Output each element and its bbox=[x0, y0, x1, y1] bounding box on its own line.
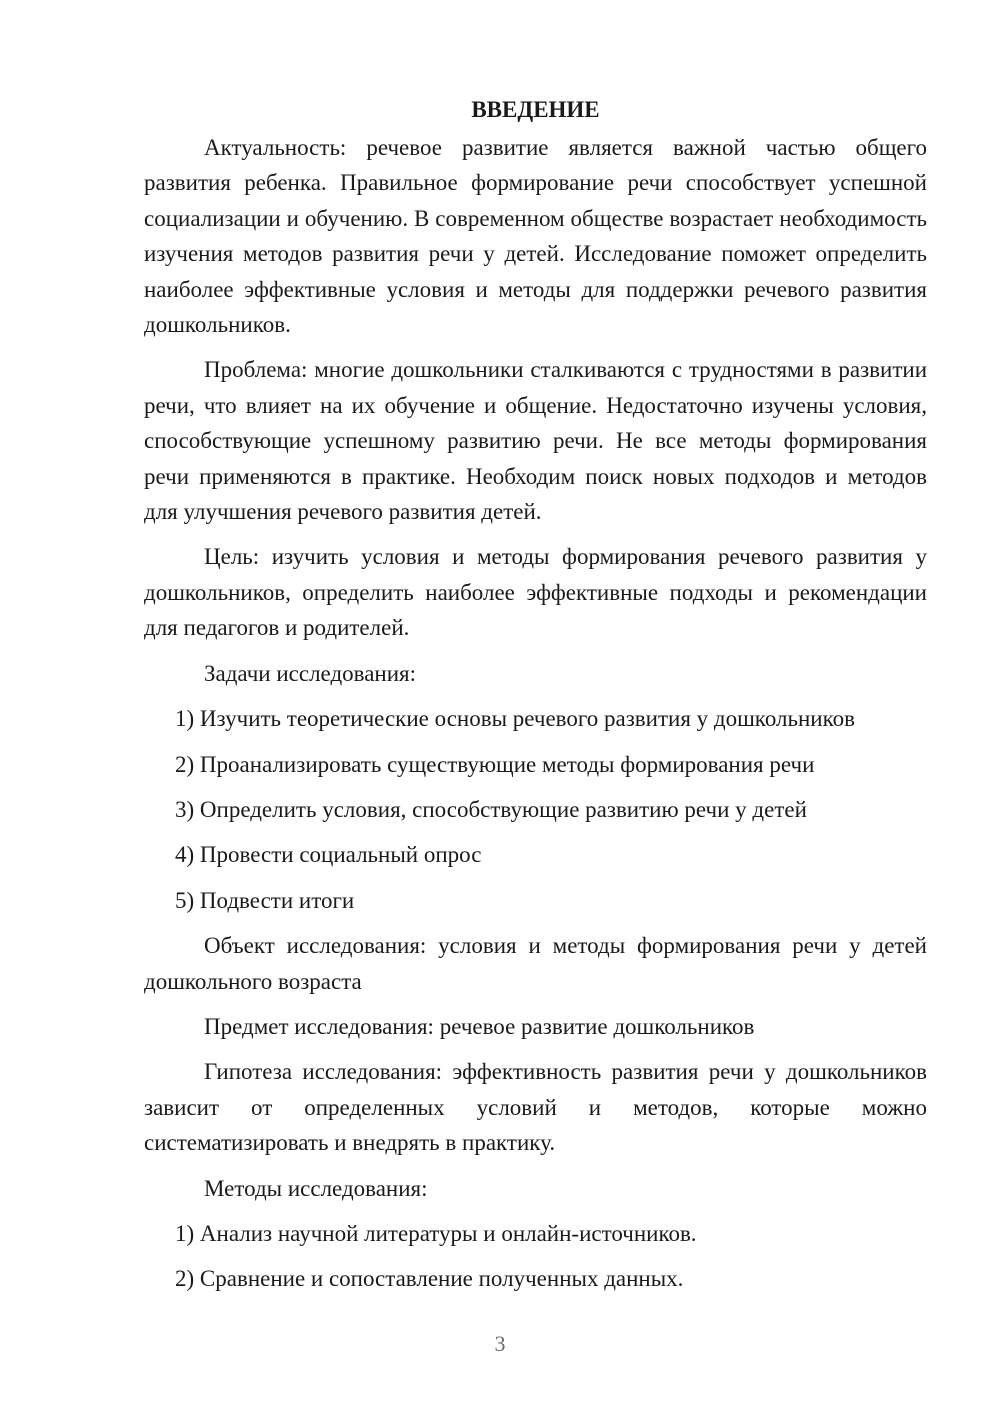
method-item-1: 1) Анализ научной литературы и онлайн-источников. bbox=[175, 1220, 697, 1246]
page-title: ВВЕДЕНИЕ bbox=[471, 97, 600, 122]
object-paragraph: Объект исследования: условия и методы формирования речи у детей дошкольного возраста bbox=[144, 933, 927, 994]
page-content bbox=[144, 92, 927, 1307]
task-item-3: 3) Определить условия, способствующие развитию речи у детей bbox=[175, 796, 807, 822]
hypothesis-paragraph: Гипотеза исследования: эффективность развития речи у дошкольников зависит от определенных условий и методов, которые можно систематизировать и внедрять в практику. bbox=[144, 1059, 927, 1156]
page-number: 3 bbox=[494, 1331, 506, 1356]
tasks-label: Задачи исследования: bbox=[204, 660, 417, 686]
goal-paragraph: Цель: изучить условия и методы формирования речевого развития у дошкольников, определить наиболее эффективные подходы и рекомендации для педагогов и родителей. bbox=[144, 544, 927, 641]
task-item-1: 1) Изучить теоретические основы речевого развития у дошкольников bbox=[175, 706, 855, 732]
task-item-5: 5) Подвести итоги bbox=[175, 887, 355, 913]
task-item-4: 4) Провести социальный опрос bbox=[175, 842, 482, 868]
task-item-2: 2) Проанализировать существующие методы формирования речи bbox=[175, 751, 815, 777]
methods-label: Методы исследования: bbox=[204, 1175, 428, 1201]
relevance-paragraph: Актуальность: речевое развитие является важной частью общего развития ребенка. Правильное формирование речи способствует успешной социализации и обучению. В современном обществе возрастает необходимость изучения методов развития речи у детей. Исследование поможет определить наиболее эффективные условия и методы для поддержки речевого развития дошкольников. bbox=[144, 135, 927, 338]
method-item-2: 2) Сравнение и сопоставление полученных данных. bbox=[175, 1266, 684, 1292]
problem-paragraph: Проблема: многие дошкольники сталкиваются с трудностями в развитии речи, что влияет на их обучение и общение. Недостаточно изучены условия, способствующие успешному развитию речи. Не все методы формирования речи применяются в практике. Необходим поиск новых подходов и методов для улучшения речевого развития детей. bbox=[144, 357, 927, 525]
subject-paragraph: Предмет исследования: речевое развитие дошкольников bbox=[204, 1013, 755, 1039]
